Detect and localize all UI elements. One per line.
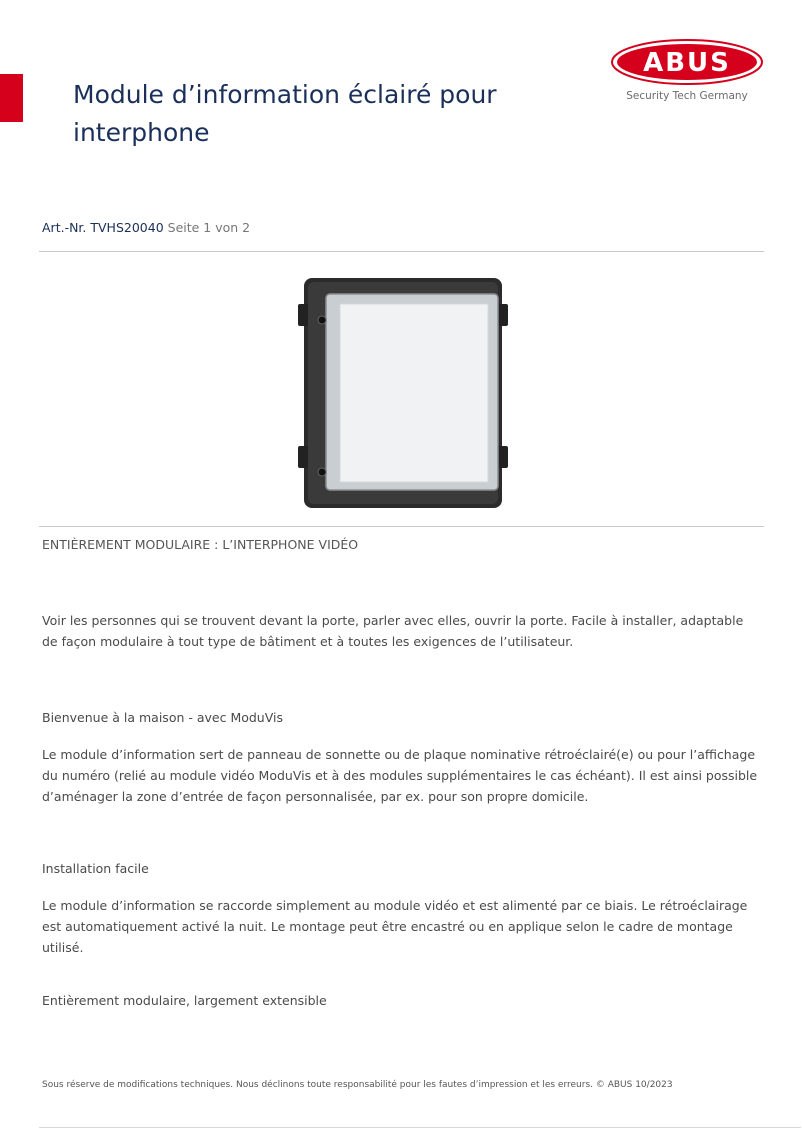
footer-disclaimer: Sous réserve de modifications techniques. Nous déclinons toute responsabilité pour les fautes d’impression et les erreurs. © ABUS 10/2023: [42, 1080, 673, 1090]
block-heading-installation: Installation facile: [42, 861, 149, 876]
page-title: Module d’information éclairé pour interphone: [73, 80, 497, 147]
intro-paragraph: Voir les personnes qui se trouvent devant la porte, parler avec elles, ouvrir la porte. Facile à installer, adaptable de façon modulaire à tout type de bâtiment et à toutes les exigences de l’utilisateur.: [42, 613, 744, 649]
block-heading-modular: Entièrement modulaire, largement extensible: [42, 993, 327, 1008]
section-heading: ENTIÈREMENT MODULAIRE : L’INTERPHONE VIDÉO: [42, 537, 359, 552]
red-accent-tab: [0, 74, 23, 122]
block-heading-welcome: Bienvenue à la maison - avec ModuVis: [42, 710, 283, 725]
logo-tagline: Security Tech Germany: [626, 90, 748, 102]
block-text-welcome: Le module d’information sert de panneau de sonnette ou de plaque nominative rétroéclairé(e) ou pour l’affichage du numéro (relié au module vidéo ModuVis et à des modules supplémentaires le cas échéant). Il est ainsi possible d’aménager la zone d’entrée de façon personnalisée, par ex. pour son propre domicile.: [42, 747, 758, 804]
article-line: [42, 220, 250, 235]
article-number: Art.-Nr. TVHS20040: [42, 220, 164, 235]
divider-bottom: [39, 1127, 801, 1128]
page-info: Seite 1 von 2: [167, 220, 251, 235]
divider-middle: [39, 526, 764, 527]
svg-text:ABUS: ABUS: [643, 48, 731, 78]
divider-top: [39, 251, 764, 252]
block-text-installation: Le module d’information se raccorde simplement au module vidéo et est alimenté par ce biais. Le rétroéclairage est automatiquement activé la nuit. Le montage peut être encastré ou en applique selon le cadre de montage utilisé.: [42, 898, 748, 955]
product-image: [298, 276, 508, 511]
